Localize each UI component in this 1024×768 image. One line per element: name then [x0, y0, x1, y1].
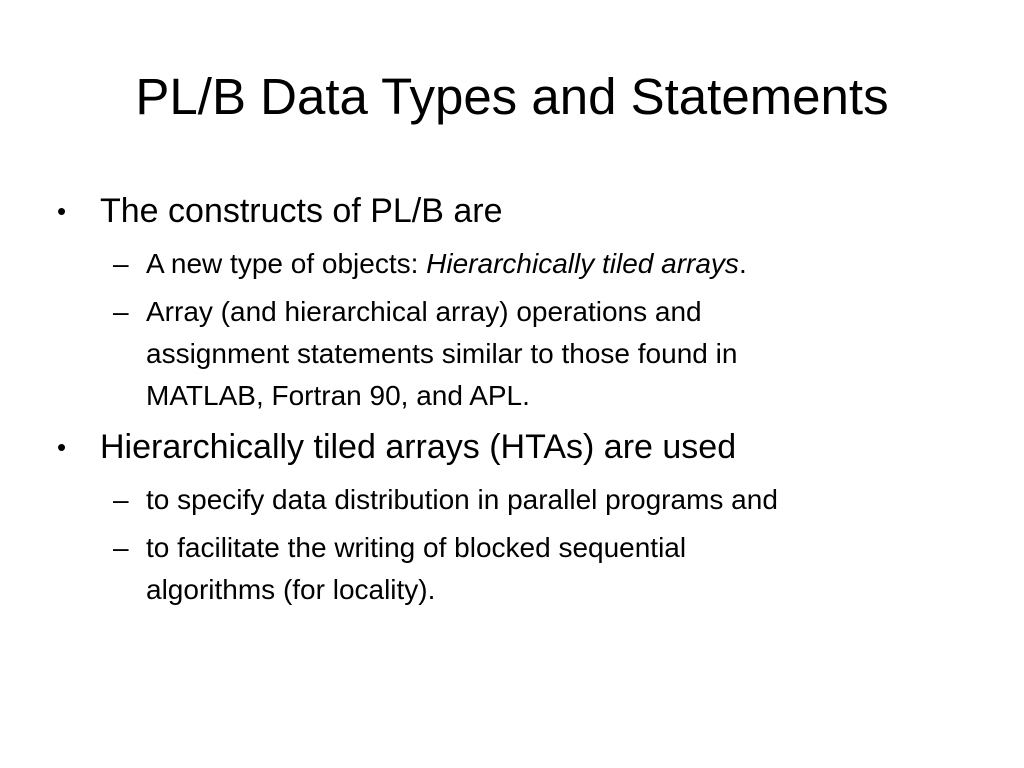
- dash-icon: –: [113, 484, 129, 515]
- subitem-line: algorithms (for locality).: [146, 574, 436, 605]
- subitem-line: assignment statements similar to those found in: [146, 338, 738, 369]
- bullet-icon: •: [57, 196, 67, 226]
- subitem-data-distribution: [113, 479, 946, 521]
- subitem-line: Array (and hierarchical array) operations and: [146, 296, 702, 327]
- slide-title: PL/B Data Types and Statements: [135, 68, 889, 125]
- dash-icon: –: [113, 248, 129, 279]
- bullet-text: Hierarchically tiled arrays (HTAs) are used: [100, 428, 737, 466]
- subitem-suffix: .: [738, 248, 747, 279]
- subitem-line: to specify data distribution in parallel programs and: [146, 484, 778, 515]
- subitem-blocked-algorithms: [113, 527, 946, 611]
- subitem-emphasis: Hierarchically tiled arrays: [426, 248, 739, 279]
- subitem-array-operations: [113, 291, 946, 417]
- bullet-icon: •: [57, 432, 67, 462]
- subitem-new-type: [113, 243, 946, 285]
- dash-icon: –: [113, 296, 129, 327]
- bullet-item-htas: [57, 426, 737, 468]
- subitem-prefix: A new type of objects:: [146, 248, 427, 279]
- subitem-line: MATLAB, Fortran 90, and APL.: [146, 380, 530, 411]
- bullet-item-constructs: [57, 190, 503, 232]
- dash-icon: –: [113, 532, 129, 563]
- subitem-line: to facilitate the writing of blocked sequential: [146, 532, 687, 563]
- bullet-text: The constructs of PL/B are: [100, 192, 503, 230]
